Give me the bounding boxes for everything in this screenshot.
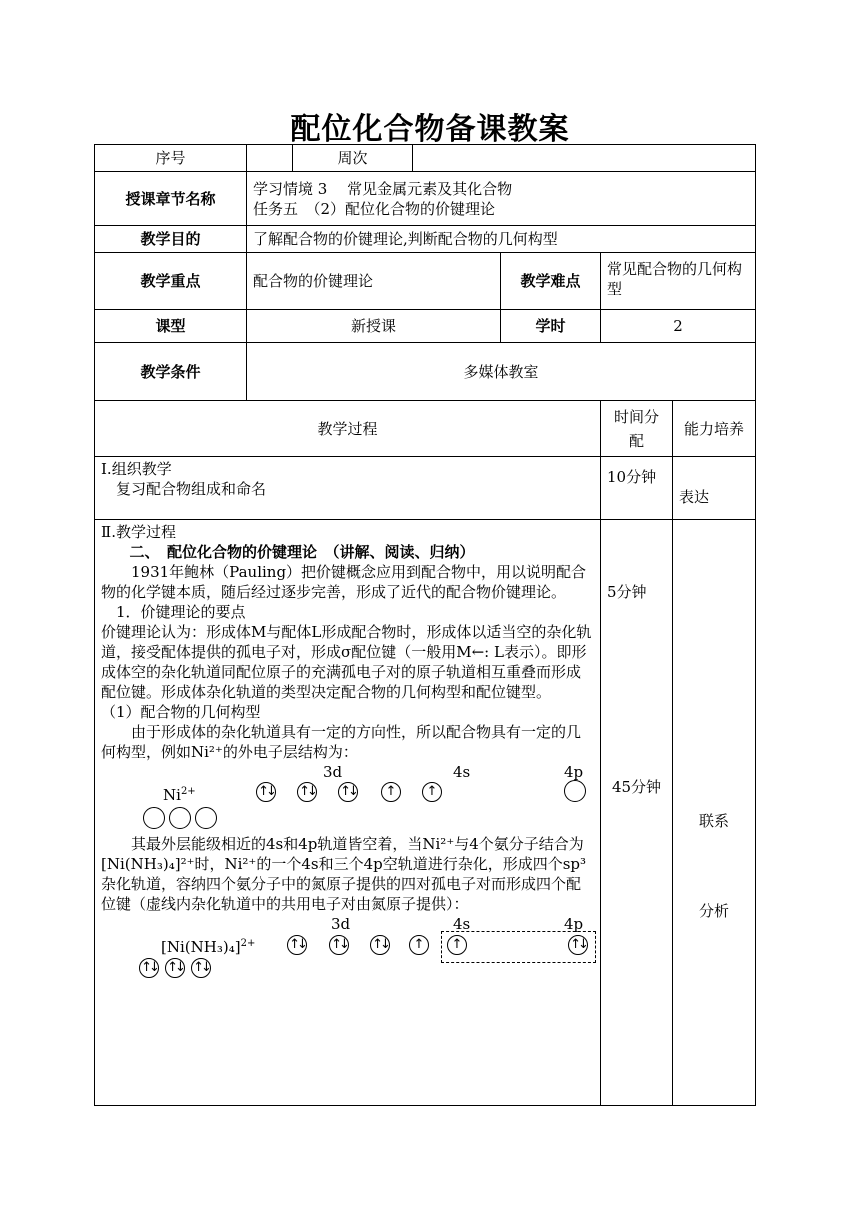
label-3d: 3d <box>323 763 343 781</box>
single-electron-icon: ↑ <box>447 935 467 955</box>
seq-value <box>247 145 293 172</box>
ability-connect: 联系 <box>698 812 729 830</box>
paragraph-hybridization: 其最外层能级相近的4s和4p轨道皆空着，当Ni²⁺与4个氨分子结合为[Ni(NH₃)₄]²⁺时，Ni²⁺的一个4s和三个4p空轨道进行杂化，形成四个sp³杂化轨道，容纳四个氨分子中的氮原子提供的四对孤电子对而形成四个配位键（虚线内杂化轨道中的共用电子对由氮原子提供）： <box>101 835 587 913</box>
label-4s: 4s <box>453 915 471 933</box>
chapter-label: 授课章节名称 <box>95 172 247 226</box>
time-45min: 45分钟 <box>611 778 662 796</box>
section-process <box>95 520 601 1106</box>
paired-electron-icon: ↑↓ <box>370 935 390 955</box>
single-electron-icon: ↑ <box>422 782 442 802</box>
label-4p: 4p <box>564 763 584 781</box>
goal-label: 教学目的 <box>95 226 247 253</box>
chapter-value <box>247 172 756 226</box>
section-organize-heading: Ⅰ.组织教学 <box>101 460 172 478</box>
section-organize-line: 复习配合物组成和命名 <box>116 480 267 498</box>
goal-value: 了解配合物的价键理论,判断配合物的几何构型 <box>247 226 756 253</box>
point-1-heading: 1．价键理论的要点 <box>116 603 246 621</box>
empty-orbital-icon <box>143 807 165 829</box>
key-value: 配合物的价键理论 <box>247 253 501 310</box>
hours-value: 2 <box>601 310 756 343</box>
section-organize-time: 10分钟 <box>601 457 673 520</box>
conditions-value: 多媒体教室 <box>247 343 756 401</box>
paragraph-geometry: 由于形成体的杂化轨道具有一定的方向性，所以配合物具有一定的几何构型，例如Ni²⁺的外电子层结构为： <box>101 723 582 761</box>
paired-electron-icon: ↑↓ <box>338 782 358 802</box>
label-4s: 4s <box>453 763 471 781</box>
paired-electron-icon: ↑↓ <box>256 782 276 802</box>
type-value: 新授课 <box>247 310 501 343</box>
section-organize-ability: 表达 <box>673 457 756 520</box>
process-header: 教学过程 <box>95 401 601 457</box>
paired-electron-icon: ↑↓ <box>165 958 185 978</box>
ability-analyze: 分析 <box>698 902 729 920</box>
empty-orbital-icon <box>564 780 586 802</box>
section-process-ability <box>673 520 756 1106</box>
section-process-heading: Ⅱ.教学过程 <box>101 523 176 541</box>
paired-electron-icon: ↑↓ <box>139 958 159 978</box>
empty-orbital-icon <box>169 807 191 829</box>
time-5min: 5分钟 <box>607 583 647 601</box>
label-3d: 3d <box>331 915 351 933</box>
single-electron-icon: ↑ <box>409 935 429 955</box>
complex-ion-label: $[Ni(NH_3)_4]^{2+}$ <box>161 938 256 956</box>
paired-electron-icon: ↑↓ <box>568 935 588 955</box>
chapter-line-1: 学习情境 3 常见金属元素及其化合物 <box>253 179 513 198</box>
sub-heading-geometry: （1）配合物的几何构型 <box>101 703 261 721</box>
section-process-subheading: 二、 配位化合物的价键理论 （讲解、阅读、归纳） <box>129 543 475 561</box>
paired-electron-icon: ↑↓ <box>297 782 317 802</box>
time-header: 时间分配 <box>601 401 673 457</box>
paragraph-theory: 价键理论认为：形成体M与配体L形成配合物时，形成体以适当空的杂化轨道，接受配体提供的孤电子对，形成σ配位键（一般用M←: L表示）。即形成体空的杂化轨道同配位原子的充满孤电子对的原子轨道相互重叠而形成配位键。形成体杂化轨道的类型决定配合物的几何构型和配位键型。 <box>101 623 592 701</box>
empty-orbital-icon <box>195 807 217 829</box>
chapter-line-2: 任务五 （2）配位化合物的价键理论 <box>253 199 496 218</box>
paragraph-pauling: 1931年鲍林（Pauling）把价键概念应用到配合物中，用以说明配合物的化学键本质，随后经过逐步完善，形成了近代的配合物价键理论。 <box>101 563 587 601</box>
paired-electron-icon: ↑↓ <box>329 935 349 955</box>
hours-label: 学时 <box>501 310 601 343</box>
difficulty-value: 常见配合物的几何构型 <box>601 253 756 310</box>
week-label: 周次 <box>293 145 413 172</box>
paired-electron-icon: ↑↓ <box>287 935 307 955</box>
page-title: 配位化合物备课教案 <box>290 112 570 147</box>
ni-ion-label: $Ni^{2+}$ <box>163 786 196 804</box>
section-process-time <box>601 520 673 1106</box>
lesson-plan-table <box>94 144 756 1106</box>
difficulty-label: 教学难点 <box>501 253 601 310</box>
label-4p: 4p <box>564 915 584 933</box>
week-value <box>413 145 756 172</box>
conditions-label: 教学条件 <box>95 343 247 401</box>
seq-label: 序号 <box>95 145 247 172</box>
complex-orbital-diagram <box>101 914 594 978</box>
ni-orbital-diagram <box>101 762 594 828</box>
section-organize <box>95 457 601 520</box>
key-label: 教学重点 <box>95 253 247 310</box>
paired-electron-icon: ↑↓ <box>191 958 211 978</box>
single-electron-icon: ↑ <box>381 782 401 802</box>
ability-header: 能力培养 <box>673 401 756 457</box>
type-label: 课型 <box>95 310 247 343</box>
